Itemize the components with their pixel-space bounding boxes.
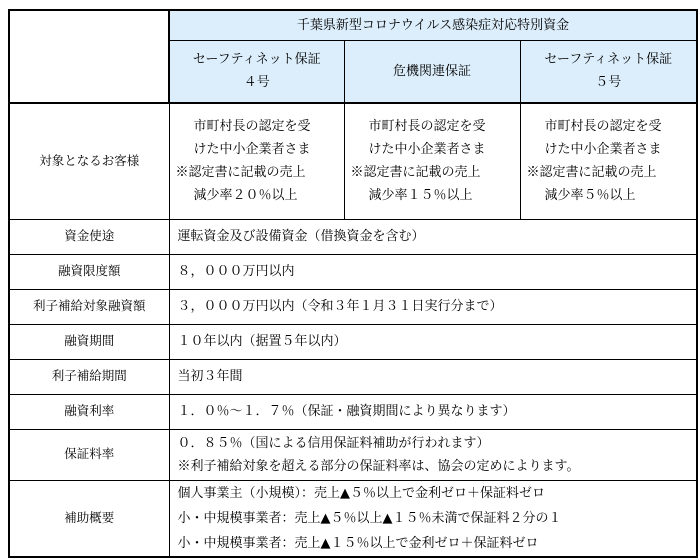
loan-limit-label: 融資限度額 xyxy=(9,254,169,289)
column-header-sn4: セーフティネット保証 ４号 xyxy=(169,40,344,103)
fund-title: 千葉県新型コロナウイルス感染症対応特別資金 xyxy=(169,10,697,40)
subsidy-summary-value: 個人事業主（小規模）：売上▲５％以上で金利ゼロ＋保証料ゼロ 小・中規模事業者：売上▲５％以上▲１５％未満で保証料２分の１ 小・中規模事業者：売上▲１５％以上で金利ゼロ＋保証料ゼロ xyxy=(169,480,697,557)
loan-info-table-container xyxy=(8,9,696,549)
interest-rate-value: １．０％～１．７％（保証・融資期間により異なります） xyxy=(169,394,697,429)
loan-limit-value: ８，０００万円以内 xyxy=(169,254,697,289)
loan-period-label: 融資期間 xyxy=(9,324,169,359)
fund-use-value: 運転資金及び設備資金（借換資金を含む） xyxy=(169,219,697,254)
interest-subsidy-period-label: 利子補給期間 xyxy=(9,359,169,394)
target-cell-sn4: 市町村長の認定を受 けた中小企業者さま ※認定書に記載の売上 減少率２０％以上 xyxy=(169,103,344,219)
target-cell-crisis: 市町村長の認定を受 けた中小企業者さま ※認定書に記載の売上 減少率１５％以上 xyxy=(344,103,520,219)
target-cell-sn5: 市町村長の認定を受 けた中小企業者さま ※認定書に記載の売上 減少率５％以上 xyxy=(520,103,697,219)
blank-corner-cell xyxy=(9,10,169,103)
subsidy-summary-label: 補助概要 xyxy=(9,480,169,557)
column-header-sn5: セーフティネット保証 ５号 xyxy=(520,40,697,103)
interest-rate-label: 融資利率 xyxy=(9,394,169,429)
guarantee-fee-label: 保証料率 xyxy=(9,429,169,480)
loan-info-table xyxy=(8,9,698,558)
column-header-crisis: 危機関連保証 xyxy=(344,40,520,103)
guarantee-fee-value: ０．８５％（国による信用保証料補助が行われます） ※利子補給対象を超える部分の保証料率は、協会の定めによります。 xyxy=(169,429,697,480)
interest-subsidy-amount-label: 利子補給対象融資額 xyxy=(9,289,169,324)
fund-use-label: 資金使途 xyxy=(9,219,169,254)
loan-period-value: １０年以内（据置５年以内） xyxy=(169,324,697,359)
interest-subsidy-amount-value: ３，０００万円以内（令和３年１月３１日実行分まで） xyxy=(169,289,697,324)
target-customers-label: 対象となるお客様 xyxy=(9,103,169,219)
interest-subsidy-period-value: 当初３年間 xyxy=(169,359,697,394)
